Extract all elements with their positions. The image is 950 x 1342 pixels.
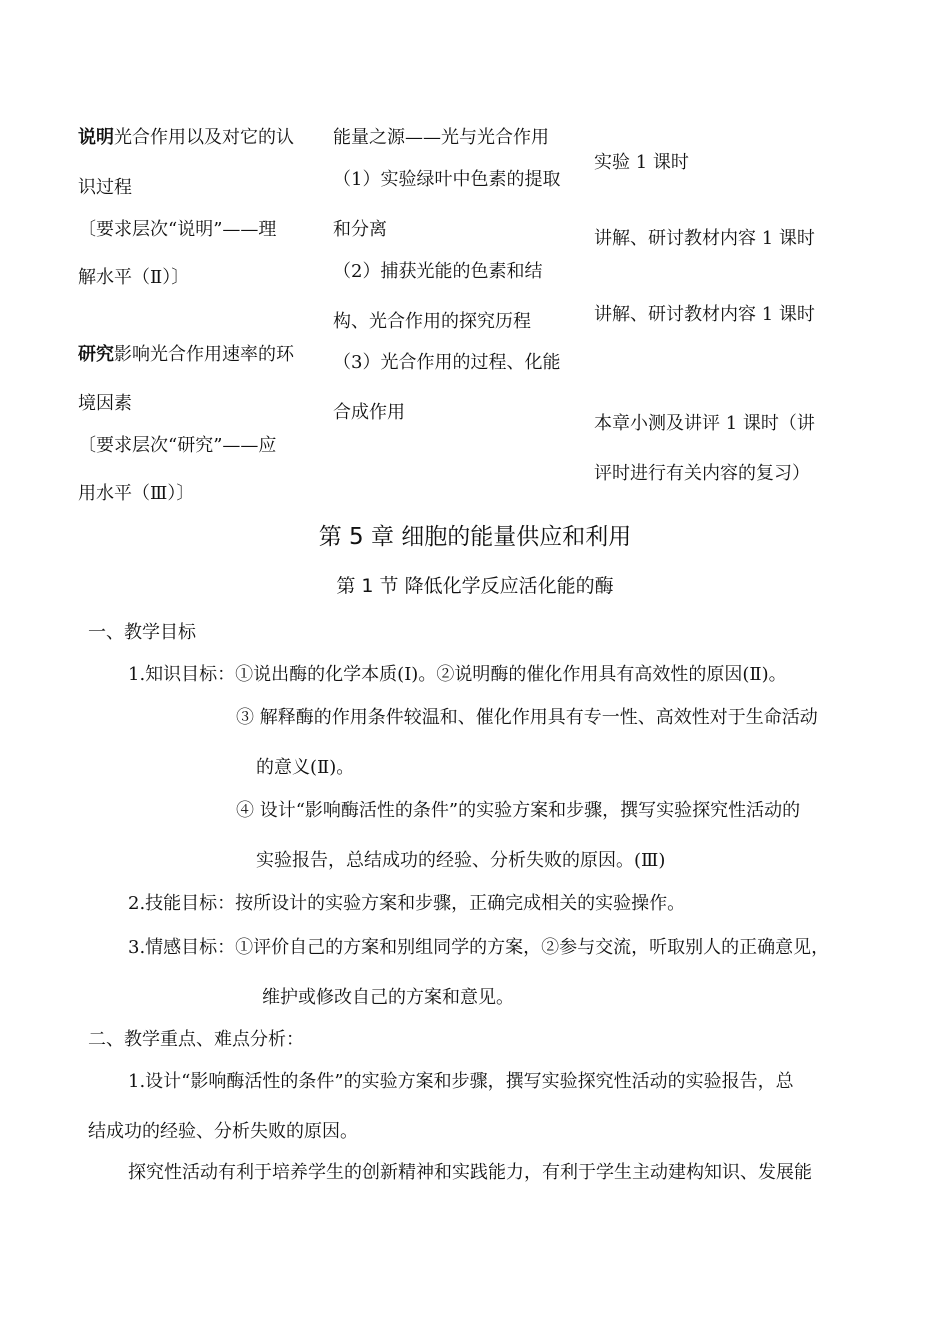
col2-line: 和分离: [333, 219, 387, 240]
col1-item2-requirement-2: 用水平（Ⅲ）〕: [78, 483, 195, 504]
col2-line: （3）光合作用的过程、化能: [333, 352, 561, 373]
knowledge-goal-line-4: ④ 设计“影响酶活性的条件”的实验方案和步骤，撰写实验探究性活动的: [236, 800, 801, 821]
col2-line: 能量之源——光与光合作用: [333, 127, 549, 148]
knowledge-goal-line-2: ③ 解释酶的作用条件较温和、催化作用具有专一性、高效性对于生命活动: [236, 707, 818, 728]
col3-line: 讲解、研讨教材内容 1 课时: [594, 228, 815, 249]
emotion-goal-line-2: 维护或修改自己的方案和意见。: [262, 987, 514, 1008]
col1-item1-text: 光合作用以及对它的认: [114, 127, 294, 148]
col3-line: 本章小测及讲评 1 课时（讲: [594, 413, 815, 434]
key-points-heading: 二、教学重点、难点分析：: [88, 1029, 304, 1050]
col3-line: 实验 1 课时: [594, 152, 689, 173]
knowledge-goal-line-1: 1.知识目标：①说出酶的化学本质(Ⅰ)。②说明酶的催化作用具有高效性的原因(Ⅱ)。: [128, 664, 787, 685]
col3-line: 讲解、研讨教材内容 1 课时: [594, 304, 815, 325]
emotion-goal-line-1: 3.情感目标：①评价自己的方案和别组同学的方案，②参与交流，听取别人的正确意见，: [128, 937, 830, 958]
col2-line: 构、光合作用的探究历程: [333, 311, 531, 332]
col2-line: 合成作用: [333, 402, 405, 423]
knowledge-goal-line-5: 实验报告，总结成功的经验、分析失败的原因。(Ⅲ): [256, 850, 666, 871]
section-title: 第 1 节 降低化学反应活化能的酶: [336, 575, 614, 597]
col1-item2-requirement-1: 〔要求层次“研究”——应: [78, 435, 277, 456]
teaching-goals-heading: 一、教学目标: [88, 622, 196, 643]
key-point-1-line-2: 结成功的经验、分析失败的原因。: [88, 1121, 358, 1142]
col2-line: （2）捕获光能的色素和结: [333, 261, 543, 282]
col1-item1-line2: 识过程: [78, 177, 132, 198]
col1-item2-keyword: 研究: [78, 344, 114, 365]
col3-line: 评时进行有关内容的复习）: [594, 463, 810, 484]
knowledge-goal-line-3: 的意义(Ⅱ)。: [256, 757, 355, 778]
col1-item1-requirement-2: 解水平（Ⅱ）〕: [78, 267, 190, 288]
chapter-title: 第 5 章 细胞的能量供应和利用: [318, 524, 632, 550]
col2-line: （1）实验绿叶中色素的提取: [333, 169, 561, 190]
col1-item1-requirement-1: 〔要求层次“说明”——理: [78, 219, 277, 240]
key-point-1-line-1: 1.设计“影响酶活性的条件”的实验方案和步骤，撰写实验探究性活动的实验报告，总: [128, 1071, 794, 1092]
skill-goal: 2.技能目标：按所设计的实验方案和步骤，正确完成相关的实验操作。: [128, 893, 686, 914]
col1-item1-keyword: 说明: [78, 127, 114, 148]
paragraph-inquiry: 探究性活动有利于培养学生的创新精神和实践能力，有利于学生主动建构知识、发展能: [128, 1162, 812, 1183]
col1-item2-text: 影响光合作用速率的环: [114, 344, 294, 365]
col1-item2-line1: [78, 343, 294, 367]
col1-item2-line2: 境因素: [78, 393, 132, 414]
col1-item1-line1: [78, 126, 294, 150]
